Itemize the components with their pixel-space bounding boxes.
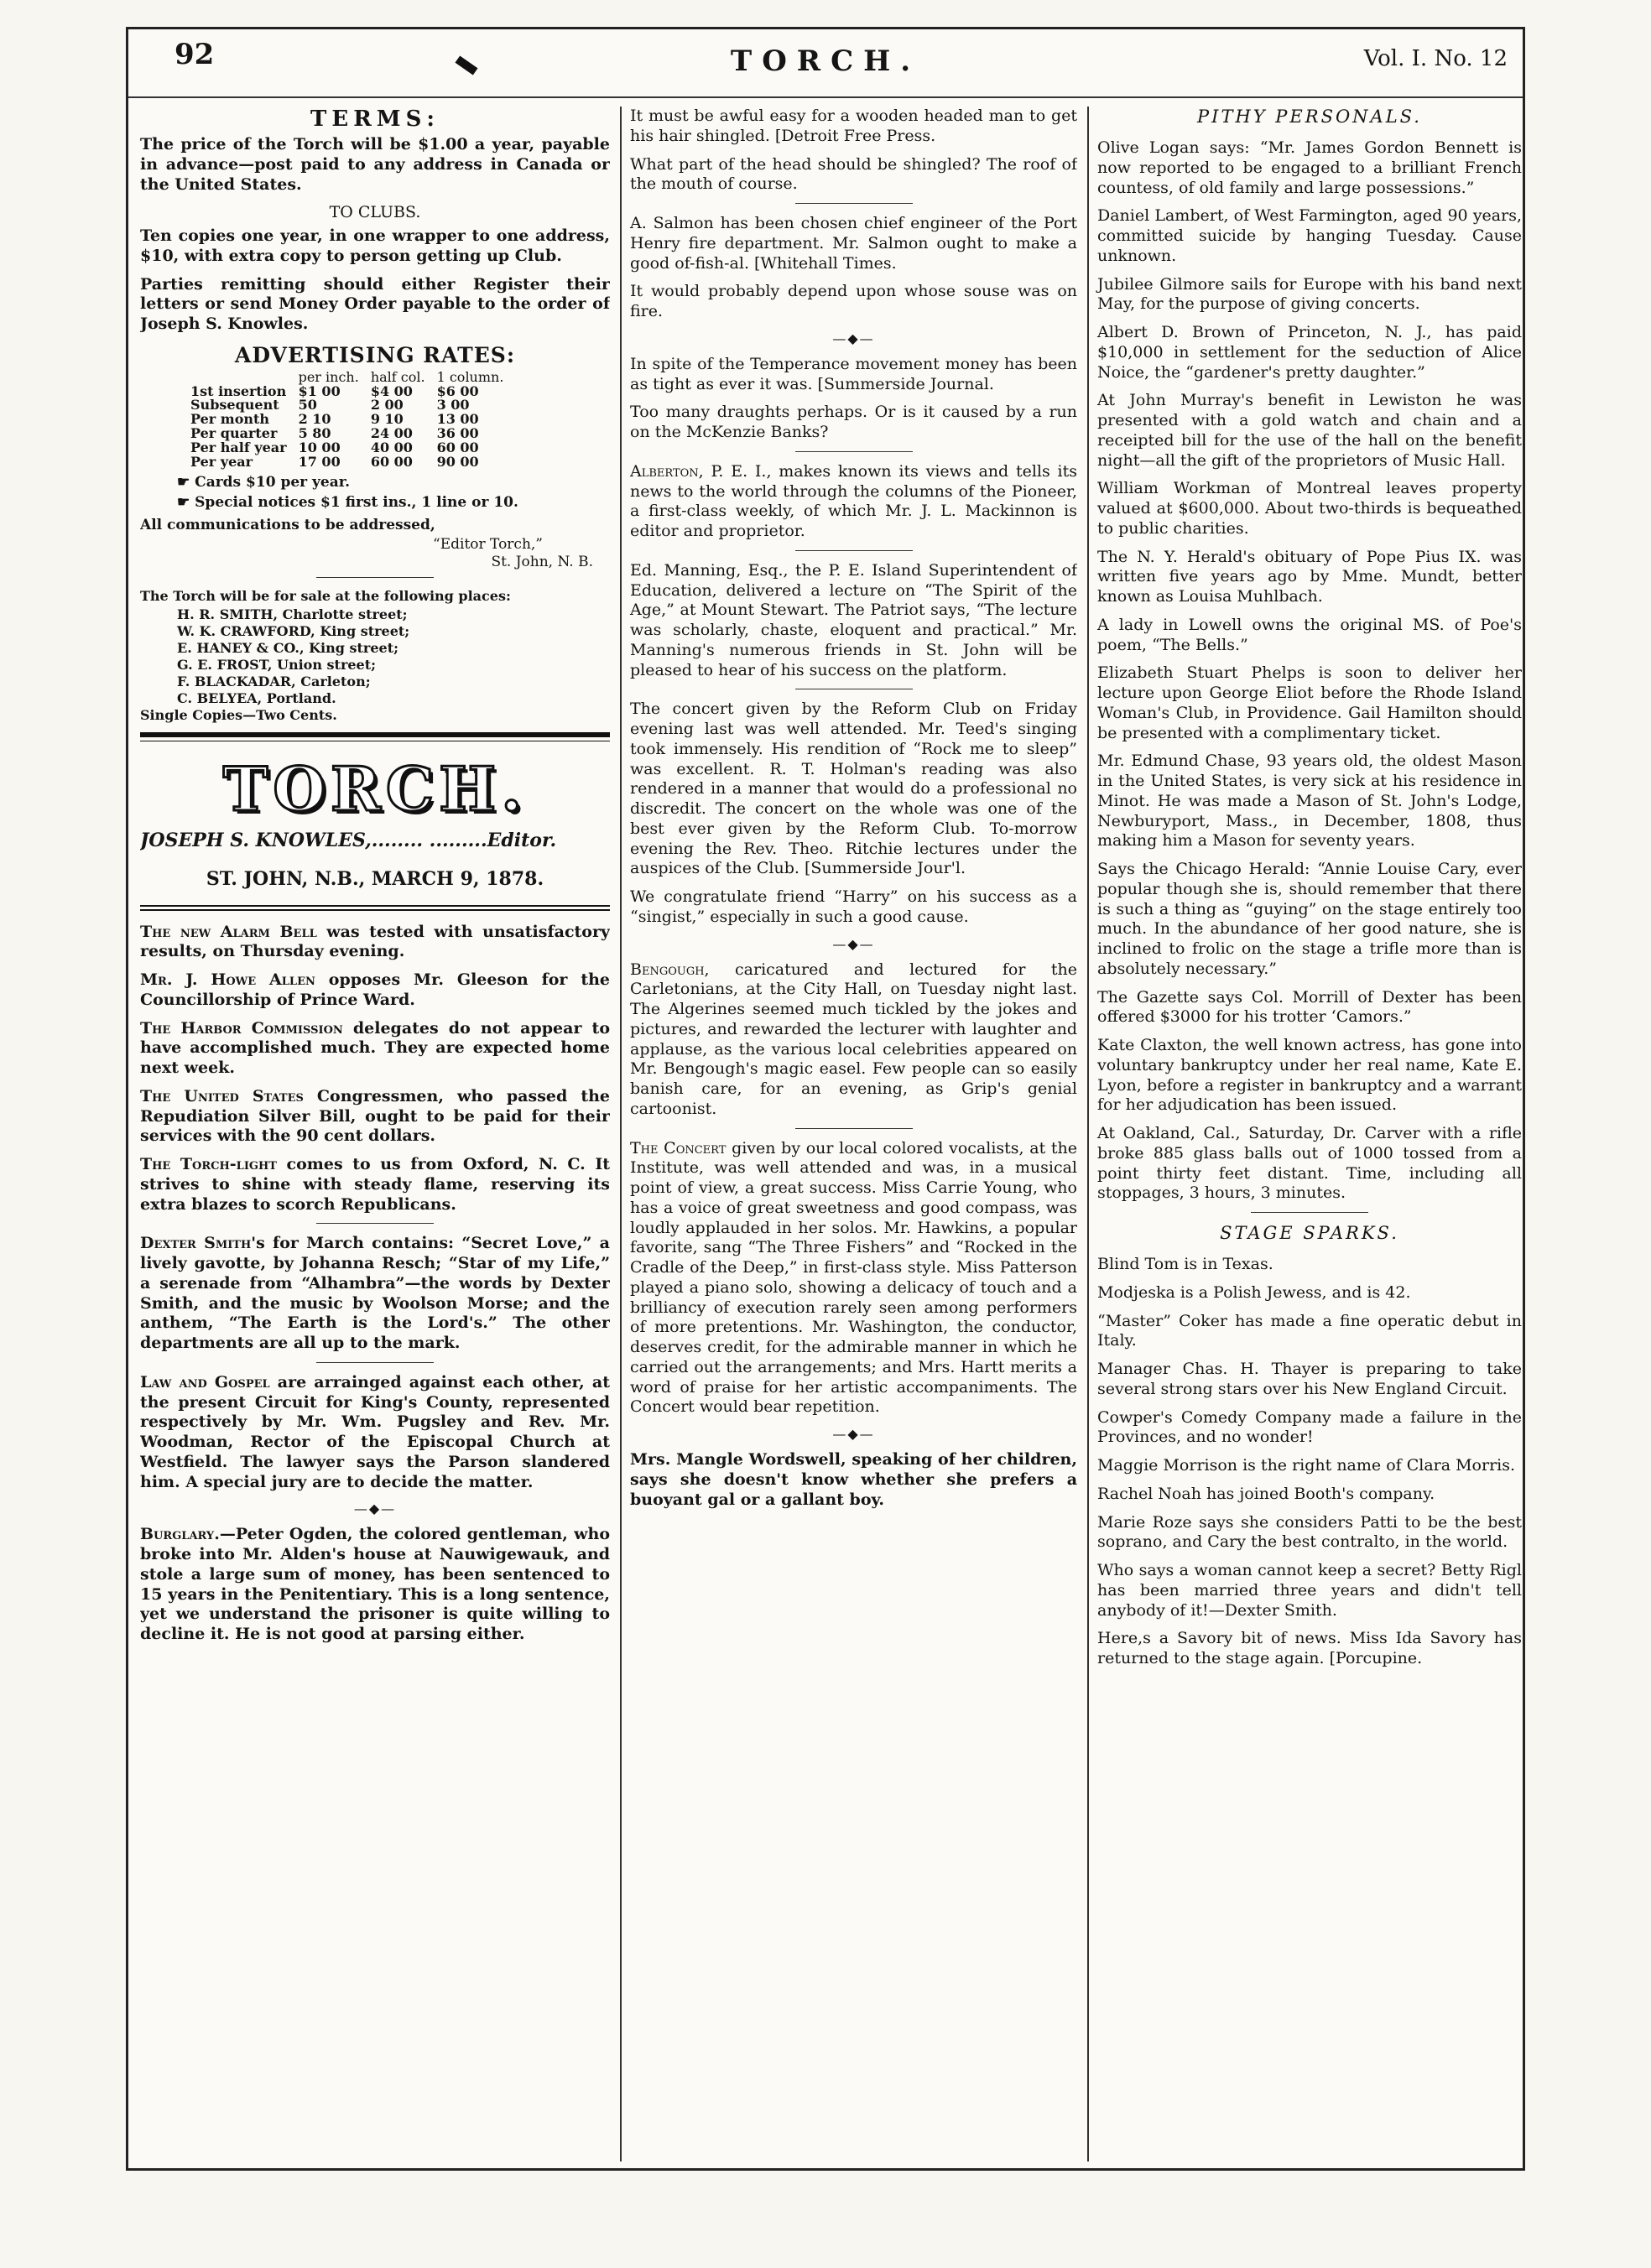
news-item <box>140 923 610 963</box>
personal-item: The N. Y. Herald's obituary of Pope Pius IX. was written five years ago by Mme. Mundt, better known as Louisa Muhlbach. <box>1097 547 1522 606</box>
separator-rule <box>1251 1212 1368 1213</box>
item-text: given by our local colored vocalists, at the Institute, was well attended and was, in a musical point of view, a great success. Miss Carrie Young, who has a voice of great sweetness and good compass, was loudly applauded in her solos. Mr. Hawkins, a popular favorite, sang “The Three Fishers” and “Rocked in the Cradle of the Deep,” in first-class style. Miss Patterson played a piano solo, showing a delicacy of touch and a brilliancy of execution rarely seen among performers of more pretentions. Mr. Washington, the conductor, deserves credit, for the admirable manner in which he carried out the arrangements; and Mrs. Hartt merits a word of praise for her artistic accompaniments. The Concert would bear repetition. <box>630 1138 1077 1417</box>
rates-header-cell: 1 column. <box>436 368 504 385</box>
item-lead: The United States <box>140 1086 304 1105</box>
separator-rule <box>316 577 434 578</box>
section-heading-stage-sparks: STAGE SPARKS. <box>1220 1223 1399 1243</box>
rates-cell: 60 00 <box>436 439 479 455</box>
rates-cell: 40 00 <box>370 439 413 455</box>
dateline: ST. JOHN, N.B., MARCH 9, 1878. <box>206 867 544 890</box>
stage-spark-item: Manager Chas. H. Thayer is preparing to take several strong stars over his New England Circuit. <box>1097 1360 1522 1398</box>
rates-cell: Per quarter <box>190 424 278 441</box>
news-item <box>140 1234 610 1354</box>
item-lead: Law and Gospel <box>140 1372 270 1391</box>
double-rule <box>140 905 610 911</box>
rates-cell: Per half year <box>190 439 287 455</box>
item-lead: The Harbor Commission <box>140 1018 343 1038</box>
communications-text: All communications to be addressed, <box>140 516 435 533</box>
rates-cell: 36 00 <box>436 424 479 441</box>
terms-heading: TERMS: <box>310 107 440 132</box>
paragraph <box>630 1139 1077 1418</box>
personal-item: Kate Claxton, the well known actress, has gone into voluntary bankruptcy under her real name, Kate E. Lyon, before a register in bankruptcy and a warrant for her adjudication has been issued. <box>1097 1036 1522 1115</box>
rates-cell: $6 00 <box>436 382 479 399</box>
item-text: delegates do not appear to have accomplished much. They are expected home next week. <box>140 1018 610 1078</box>
item-text: Congressmen, who passed the Repudiation Silver Bill, ought to be paid for their services with the 90 cent dollars. <box>140 1086 610 1146</box>
separator-rule <box>316 1223 434 1224</box>
personal-item: Mr. Edmund Chase, 93 years old, the oldest Mason in the United States, is very sick at his residence in Minot. He was made a Mason of St. John's Lodge, Newburyport, Mass., in December, 1808, thus making him a Mason for seventy years. <box>1097 752 1522 850</box>
stage-spark-item: Who says a woman cannot keep a secret? Betty Rigl has been married three years and didn't tell anybody of it!—Dexter Smith. <box>1097 1561 1522 1620</box>
rates-cell: 60 00 <box>370 453 413 470</box>
item-lead: Alberton, <box>630 461 704 481</box>
remit-text: Parties remitting should either Register their letters or send Money Order payable to the order of Joseph S. Knowles. <box>140 274 610 333</box>
clubs-heading: TO CLUBS. <box>329 203 421 222</box>
item-lead: Dexter Smith <box>140 1234 252 1253</box>
personal-item: A lady in Lowell owns the original MS. of Poe's poem, “The Bells.” <box>1097 615 1522 654</box>
rates-header-cell: half col. <box>370 368 425 385</box>
news-item <box>140 1373 610 1493</box>
personal-item: Elizabeth Stuart Phelps is soon to deliver her lecture upon George Eliot before the Rhode Island Woman's Club, in Providence. Gail Hamilton should be presented with a complimentary ticket. <box>1097 663 1522 742</box>
rates-cell: 17 00 <box>298 453 341 470</box>
item-lead: The Concert <box>630 1138 727 1157</box>
item-text: are arrainged against each other, at the present Circuit for King's County, represented respectively by Mr. Wm. Pugsley and Rev. Mr. Woodman, Rector of the Episcopal Church at Westfield. The lawyer says the Parson slandered him. A special jury are to decide the matter. <box>140 1372 610 1491</box>
personals-list <box>1097 138 1522 1204</box>
cards-note: ☛ Cards $10 per year. <box>177 474 351 492</box>
news-item <box>140 1087 610 1147</box>
item-lead: The Torch-light <box>140 1155 277 1174</box>
advertising-heading: ADVERTISING RATES: <box>234 342 516 367</box>
rates-cell: 13 00 <box>436 411 479 428</box>
stage-spark-item: Blind Tom is in Texas. <box>1097 1255 1273 1273</box>
stage-spark-item: Here,s a Savory bit of news. Miss Ida Savory has returned to the stage again. [Porcupine. <box>1097 1629 1522 1667</box>
rates-cell: 9 10 <box>370 411 404 428</box>
paragraph <box>630 462 1077 542</box>
page-number: 92 <box>174 38 215 71</box>
paragraph: Too many draughts perhaps. Or is it caused by a run on the McKenzie Banks? <box>630 403 1077 441</box>
stage-spark-item: Modjeska is a Polish Jewess, and is 42. <box>1097 1282 1411 1302</box>
personal-item: Albert D. Brown of Princeton, N. J., has paid $10,000 in settlement for the seduction of Alice Noice, the “gardener's pretty daughter.” <box>1097 323 1522 382</box>
rates-cell: 1st insertion <box>190 382 287 399</box>
masthead-title: TORCH. <box>222 752 528 824</box>
news-item <box>140 1019 610 1079</box>
stage-spark-item: Maggie Morrison is the right name of Clara Morris. <box>1097 1456 1516 1475</box>
rates-row <box>190 455 515 470</box>
address-line-2: St. John, N. B. <box>491 554 593 571</box>
sale-places-text: The Torch will be for sale at the following places: <box>140 587 511 604</box>
column-2 <box>620 107 1077 2161</box>
paragraph <box>630 960 1077 1120</box>
item-text: comes to us from Oxford, N. C. It strives to shine with steady flame, reserving its extra blazes to scorch Republicans. <box>140 1155 610 1214</box>
single-copies-price: Single Copies—Two Cents. <box>140 706 337 723</box>
sale-place: W. K. CRAWFORD, King street; <box>177 622 410 639</box>
news-item <box>140 1155 610 1215</box>
rates-cell: 5 80 <box>298 424 331 441</box>
separator-rule <box>795 203 913 204</box>
paragraph: Mrs. Mangle Wordswell, speaking of her children, says she doesn't know whether she prefers a buoyant gal or a gallant boy. <box>630 1450 1077 1509</box>
masthead-rule <box>140 732 610 741</box>
news-item <box>140 970 610 1011</box>
rates-cell: $1 00 <box>298 382 341 399</box>
rates-cell: Per year <box>190 453 253 470</box>
paragraph: Ed. Manning, Esq., the P. E. Island Superintendent of Education, delivered a lecture on “The Spirit of the Age,” at Mount Stewart. The Patriot says, “The lecture was scholarly, chaste, eloquent and practical.” Mr. Manning's numerous friends in St. John will be pleased to hear of his success on the platform. <box>630 560 1077 679</box>
ornament-divider: —◆— <box>832 330 875 346</box>
separator-rule <box>795 550 913 551</box>
rates-cell: 2 00 <box>370 397 404 414</box>
sale-places-list <box>140 606 610 707</box>
newspaper-page <box>126 27 1525 2171</box>
paragraph: We congratulate friend “Harry” on his success as a “singist,” especially in such a good cause. <box>630 887 1077 926</box>
stage-sparks-list <box>1097 1255 1522 1669</box>
ornament-divider: —◆— <box>832 1426 875 1442</box>
personal-item: Olive Logan says: “Mr. James Gordon Bennett is now reported to be engaged to a brilliant French countess, of old family and large possessions.” <box>1097 138 1522 197</box>
item-text: caricatured and lectured for the Carletonians, at the City Hall, on Tuesday night last. The Algerines seemed much tickled by the jokes and pictures, and rewarded the lecturer with laughter and applause, as the various local celebrities appeared on Mr. Bengough's magic easel. Few people can so easily banish care, for an evening, as Grip's genial cartoonist. <box>630 960 1077 1118</box>
paragraph: It must be awful easy for a wooden headed man to get his hair shingled. [Detroit Free Press. <box>630 107 1077 145</box>
rates-cell: 24 00 <box>370 424 413 441</box>
rates-header-cell: per inch. <box>298 368 359 385</box>
special-notices-note: ☛ Special notices $1 first ins., 1 line or 10. <box>177 493 518 511</box>
paragraph: In spite of the Temperance movement money has been as tight as ever it was. [Summerside Journal. <box>630 354 1077 393</box>
personal-item: William Workman of Montreal leaves property valued at $600,000. About two-thirds is bequeathed to public charities. <box>1097 479 1522 538</box>
separator-rule <box>795 451 913 452</box>
running-head <box>128 29 1523 98</box>
editor-line: JOSEPH S. KNOWLES,........ .........Editor. <box>140 829 557 851</box>
rates-cell: 3 00 <box>436 397 470 414</box>
stage-spark-item: “Master” Coker has made a fine operatic debut in Italy. <box>1097 1311 1522 1350</box>
rates-cell: 90 00 <box>436 453 479 470</box>
paragraph: The concert given by the Reform Club on Friday evening last was well attended. Mr. Teed's singing took immensely. His rendition of “Rock me to sleep” was excellent. R. T. Holman's reading was also rendered in a manner that would do a professional no discredit. The concert on the whole was one of the best ever given by the Reform Club. To-morrow evening the Rev. Theo. Ritchie lectures under the auspices of the Club. [Summerside Jour'l. <box>630 700 1077 878</box>
personal-item: At John Murray's benefit in Lewiston he was presented with a gold watch and chain and a receipted bill for the use of the hall on the benefit night—all the gift of the proprietors of Music Hall. <box>1097 391 1522 470</box>
item-lead: Burglary. <box>140 1525 220 1544</box>
clubs-text: Ten copies one year, in one wrapper to one address, $10, with extra copy to person getting up Club. <box>140 226 610 265</box>
personal-item: At Oakland, Cal., Saturday, Dr. Carver with a rifle broke 885 glass balls out of 1000 tossed from a point thirty feet distant. Time, including all stoppages, 3 hours, 3 minutes. <box>1097 1124 1522 1203</box>
rates-cell: 2 10 <box>298 411 331 428</box>
address-line-1: “Editor Torch,” <box>433 536 543 554</box>
rates-row <box>190 441 515 455</box>
paragraph: What part of the head should be shingled? The roof of the mouth of course. <box>630 154 1077 194</box>
rates-cell: $4 00 <box>370 382 413 399</box>
separator-rule <box>316 1362 434 1363</box>
item-lead: The new Alarm Bell <box>140 922 317 941</box>
item-lead: Bengough, <box>630 960 710 979</box>
item-lead: Mr. J. Howe Allen <box>140 970 315 990</box>
ornament-divider: —◆— <box>353 1501 397 1517</box>
personal-item: The Gazette says Col. Morrill of Dexter has been offered $3000 for his trotter ‘Camors.” <box>1097 987 1522 1027</box>
personal-item: Jubilee Gilmore sails for Europe with his band next May, for the purpose of giving concerts. <box>1097 274 1522 314</box>
column-1 <box>140 107 610 2161</box>
news-item <box>140 1525 610 1645</box>
stage-spark-item: Rachel Noah has joined Booth's company. <box>1097 1484 1435 1503</box>
item-text: opposes Mr. Gleeson for the Councillorship of Prince Ward. <box>140 970 610 1009</box>
volume-number: Vol. I. No. 12 <box>1363 46 1508 71</box>
personal-item: Daniel Lambert, of West Farmington, aged 90 years, committed suicide by hanging Tuesday. Cause unknown. <box>1097 206 1522 265</box>
item-text: —Peter Ogden, the colored gentleman, who broke into Mr. Alden's house at Nauwigewauk, and stole a large sum of money, has been sentenced to 15 years in the Penitentiary. This is a long sentence, yet we understand the prisoner is quite willing to decline it. He is not good at parsing either. <box>140 1525 610 1644</box>
sale-place: E. HANEY & CO., King street; <box>177 639 398 656</box>
personal-item: Says the Chicago Herald: “Annie Louise Cary, ever popular though she is, should remember that there is such a thing as “guying” on the stage entirely too much. In the abundance of her good nature, she is inclined to frolic on the stage a trifle more than is absolutely necessary.” <box>1097 860 1522 978</box>
paragraph: A. Salmon has been chosen chief engineer of the Port Henry fire department. Mr. Salmon ought to make a good of-fish-al. [Whitehall Times. <box>630 214 1077 273</box>
rates-cell: Per month <box>190 411 270 428</box>
rates-cell: 10 00 <box>298 439 341 455</box>
rates-cell: Subsequent <box>190 397 279 414</box>
advertising-rates-table <box>190 368 515 470</box>
paragraph: It would probably depend upon whose souse was on fire. <box>630 282 1077 320</box>
sale-place: F. BLACKADAR, Carleton; <box>177 673 371 689</box>
terms-text: The price of the Torch will be $1.00 a year, payable in advance—post paid to any address in Canada or the United States. <box>140 135 610 194</box>
stage-spark-item: Marie Roze says she considers Patti to be the best soprano, and Cary the best contralto, in the world. <box>1097 1512 1522 1552</box>
section-heading-pithy-personals: PITHY PERSONALS. <box>1197 107 1422 127</box>
item-text: 's for March contains: “Secret Love,” a lively gavotte, by Johanna Resch; “Star of my Life,” a serenade from “Alhambra”—the words by Dexter Smith, and the music by Woolson Morse; and the anthem, “The Earth is the Lord's.” The other departments are all up to the mark. <box>140 1234 610 1353</box>
separator-rule <box>795 1128 913 1129</box>
item-text: was tested with unsatisfactory results, on Thursday evening. <box>140 922 610 961</box>
stage-spark-item: Cowper's Comedy Company made a failure in the Provinces, and no wonder! <box>1097 1407 1522 1447</box>
ornament-divider: —◆— <box>832 935 875 952</box>
item-text: P. E. I., makes known its views and tells its news to the world through the columns of the Pioneer, a first-class weekly, of which Mr. J. L. Mackinnon is editor and proprietor. <box>630 461 1077 540</box>
sale-place: C. BELYEA, Portland. <box>177 689 336 706</box>
sale-place: G. E. FROST, Union street; <box>177 656 377 673</box>
rates-cell: 50 <box>298 397 317 414</box>
column-3 <box>1087 107 1522 2161</box>
sale-place: H. R. SMITH, Charlotte street; <box>177 606 408 622</box>
running-title: TORCH. <box>730 44 921 78</box>
